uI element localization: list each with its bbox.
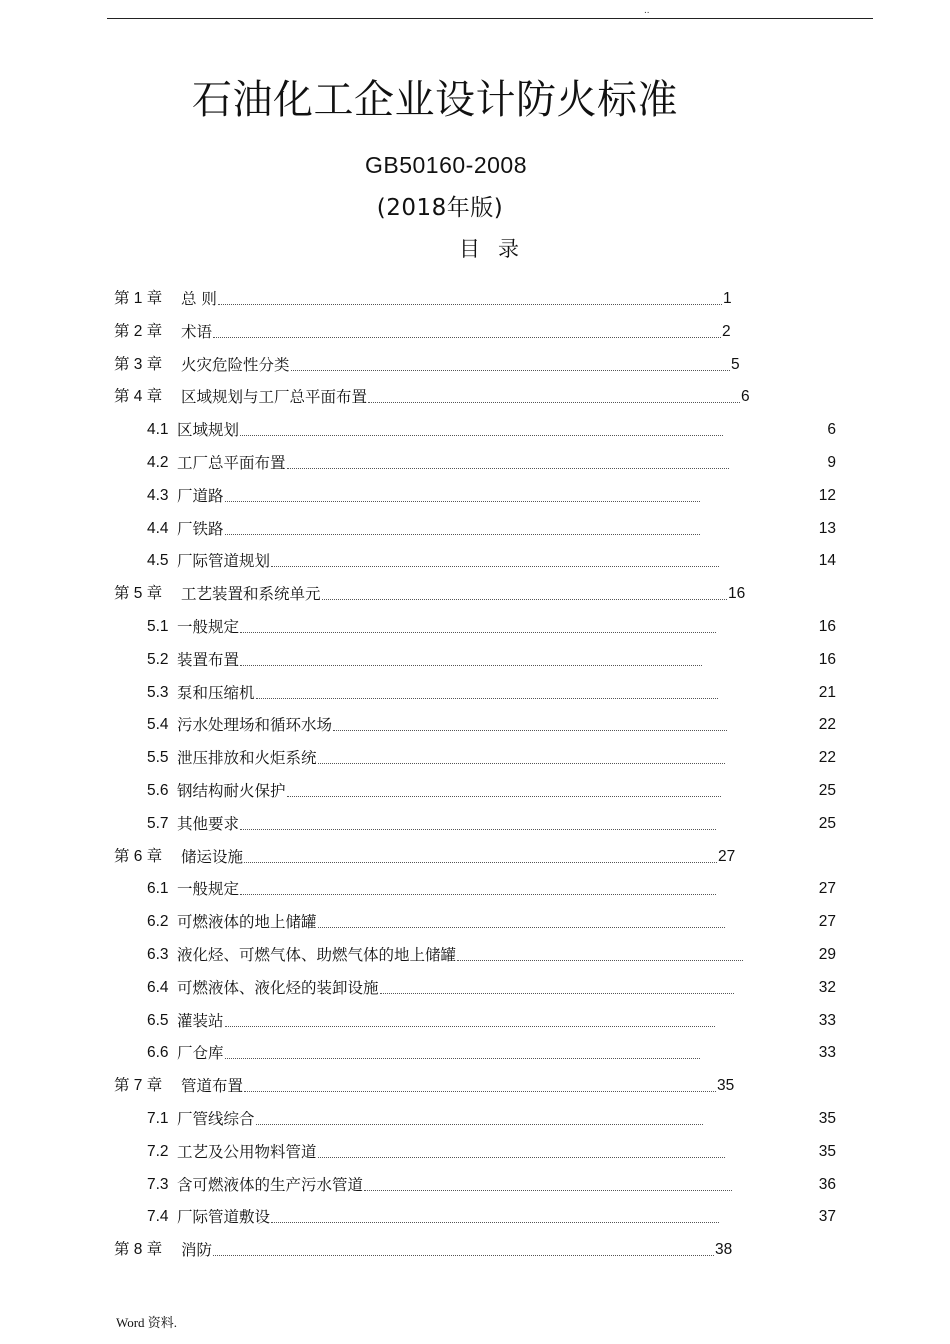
toc-entry-number: 第 1 章 — [114, 290, 163, 307]
toc-entry-number: 5.1 — [147, 617, 169, 635]
toc-dot-leader — [225, 1058, 700, 1059]
toc-entry-page: 27 — [818, 913, 836, 931]
toc-dot-leader — [213, 1255, 714, 1256]
toc-entry-title: 管道布置 — [181, 1077, 244, 1096]
toc-dot-leader — [240, 894, 716, 895]
toc-entry-page: 22 — [818, 716, 836, 734]
toc-entry-title: 厂仓库 — [177, 1044, 224, 1063]
toc-entry-page: 9 — [827, 453, 836, 471]
toc-chapter-row[interactable] — [0, 349, 950, 382]
table-of-contents — [0, 283, 950, 1267]
toc-dot-leader — [218, 304, 722, 305]
toc-section-row[interactable] — [0, 644, 950, 677]
toc-section-row[interactable] — [0, 677, 950, 710]
toc-section-row[interactable] — [0, 873, 950, 906]
toc-entry-page: 16 — [818, 650, 836, 668]
toc-dot-leader — [225, 1026, 715, 1027]
header-rule — [107, 18, 873, 19]
toc-dot-leader — [225, 534, 700, 535]
toc-entry-title: 厂际管道规划 — [177, 552, 271, 571]
toc-dot-leader — [240, 435, 723, 436]
toc-entry-title: 泵和压缩机 — [177, 683, 255, 702]
toc-dot-leader — [291, 370, 730, 371]
toc-entry-page: 6 — [827, 421, 836, 439]
toc-entry-title: 泄压排放和火炬系统 — [177, 749, 317, 768]
toc-section-row[interactable] — [0, 775, 950, 808]
toc-section-row[interactable] — [0, 513, 950, 546]
toc-entry-page: 1 — [723, 290, 732, 307]
toc-entry-number: 第 5 章 — [114, 585, 163, 603]
toc-dot-leader — [287, 796, 721, 797]
toc-entry-page: 29 — [818, 945, 836, 963]
toc-entry-title: 含可燃液体的生产污水管道 — [177, 1175, 364, 1194]
toc-entry-number: 第 8 章 — [114, 1241, 163, 1259]
toc-entry-page: 35 — [818, 1142, 836, 1160]
document-title: 石油化工企业设计防火标准 — [192, 77, 678, 123]
toc-section-row[interactable] — [0, 742, 950, 775]
toc-entry-number: 5.7 — [147, 814, 169, 832]
toc-entry-number: 5.3 — [147, 683, 169, 701]
toc-section-row[interactable] — [0, 1005, 950, 1038]
toc-entry-number: 6.5 — [147, 1011, 169, 1029]
toc-entry-number: 7.3 — [147, 1175, 169, 1193]
toc-entry-title: 消防 — [181, 1241, 213, 1260]
toc-section-row[interactable] — [0, 480, 950, 513]
toc-section-row[interactable] — [0, 414, 950, 447]
toc-entry-number: 6.6 — [147, 1044, 169, 1062]
toc-entry-number: 5.5 — [147, 749, 169, 767]
toc-entry-page: 38 — [715, 1241, 733, 1259]
toc-entry-number: 6.1 — [147, 880, 169, 898]
toc-entry-title: 一般规定 — [177, 880, 240, 899]
toc-section-row[interactable] — [0, 1169, 950, 1202]
toc-dot-leader — [240, 829, 716, 830]
toc-entry-number: 4.5 — [147, 552, 169, 570]
toc-dot-leader — [256, 1124, 703, 1125]
toc-entry-title: 工艺及公用物料管道 — [177, 1142, 317, 1161]
toc-entry-page: 27 — [818, 880, 836, 898]
toc-entry-number: 4.3 — [147, 486, 169, 504]
toc-dot-leader — [240, 632, 716, 633]
toc-dot-leader — [244, 862, 717, 863]
toc-entry-title: 其他要求 — [177, 814, 240, 833]
toc-section-row[interactable] — [0, 545, 950, 578]
toc-chapter-row[interactable] — [0, 1070, 950, 1103]
toc-dot-leader — [271, 1222, 719, 1223]
toc-entry-page: 12 — [818, 486, 836, 504]
toc-entry-page: 35 — [818, 1109, 836, 1127]
document-code: GB50160-2008 — [364, 152, 527, 178]
toc-section-row[interactable] — [0, 1103, 950, 1136]
toc-entry-title: 总 则 — [181, 290, 217, 308]
toc-dot-leader — [364, 1190, 732, 1191]
toc-entry-page: 37 — [818, 1208, 836, 1226]
toc-entry-title: 工厂总平面布置 — [177, 453, 286, 472]
toc-section-row[interactable] — [0, 939, 950, 972]
toc-chapter-row[interactable] — [0, 283, 950, 316]
toc-entry-number: 6.4 — [147, 978, 169, 996]
toc-entry-page: 14 — [818, 552, 836, 570]
toc-entry-title: 厂道路 — [177, 486, 224, 505]
toc-entry-title: 一般规定 — [177, 617, 240, 636]
toc-entry-title: 厂铁路 — [177, 519, 224, 538]
toc-section-row[interactable] — [0, 447, 950, 480]
toc-entry-number: 5.4 — [147, 716, 169, 734]
toc-section-row[interactable] — [0, 972, 950, 1005]
toc-section-row[interactable] — [0, 808, 950, 841]
toc-entry-number: 第 4 章 — [114, 388, 163, 406]
toc-entry-page: 35 — [717, 1077, 735, 1095]
toc-entry-page: 33 — [818, 1044, 836, 1062]
toc-entry-title: 储运设施 — [181, 847, 244, 866]
toc-dot-leader — [380, 993, 734, 994]
toc-section-row[interactable] — [0, 906, 950, 939]
toc-entry-page: 36 — [818, 1175, 836, 1193]
toc-entry-number: 6.2 — [147, 913, 169, 931]
toc-section-row[interactable] — [0, 709, 950, 742]
toc-entry-number: 7.4 — [147, 1208, 169, 1226]
toc-entry-page: 22 — [818, 749, 836, 767]
header-mark: .. — [644, 5, 650, 16]
toc-entry-title: 钢结构耐火保护 — [177, 781, 286, 800]
toc-entry-number: 7.2 — [147, 1142, 169, 1160]
toc-entry-page: 6 — [741, 388, 750, 406]
toc-dot-leader — [271, 566, 719, 567]
toc-entry-title: 工艺装置和系统单元 — [181, 585, 321, 604]
toc-chapter-row[interactable] — [0, 316, 950, 349]
toc-entry-title: 厂管线综合 — [177, 1109, 255, 1128]
toc-entry-page: 25 — [818, 814, 836, 832]
toc-heading: 目录 — [459, 237, 537, 261]
toc-chapter-row[interactable] — [0, 841, 950, 874]
toc-entry-page: 16 — [728, 585, 746, 603]
toc-entry-page: 27 — [718, 847, 736, 865]
toc-dot-leader — [256, 698, 718, 699]
toc-chapter-row[interactable] — [0, 1234, 950, 1267]
toc-section-row[interactable] — [0, 611, 950, 644]
toc-entry-title: 火灾危险性分类 — [181, 355, 290, 374]
toc-entry-page: 32 — [818, 978, 836, 996]
toc-section-row[interactable] — [0, 1136, 950, 1169]
toc-entry-page: 2 — [722, 322, 731, 340]
toc-entry-page: 5 — [731, 355, 740, 373]
toc-entry-number: 4.1 — [147, 421, 169, 439]
toc-dot-leader — [287, 468, 729, 469]
toc-dot-leader — [318, 1157, 725, 1158]
toc-entry-number: 4.4 — [147, 519, 169, 537]
toc-section-row[interactable] — [0, 1037, 950, 1070]
toc-entry-number: 7.1 — [147, 1109, 169, 1127]
toc-entry-number: 5.2 — [147, 650, 169, 668]
toc-entry-page: 25 — [818, 781, 836, 799]
toc-entry-title: 术语 — [181, 322, 213, 341]
toc-entry-number: 第 3 章 — [114, 355, 163, 373]
toc-entry-number: 第 2 章 — [114, 322, 163, 340]
toc-dot-leader — [318, 763, 725, 764]
toc-dot-leader — [333, 730, 727, 731]
toc-dot-leader — [225, 501, 700, 502]
toc-dot-leader — [322, 599, 727, 600]
toc-entry-title: 区域规划与工厂总平面布置 — [181, 388, 368, 407]
toc-entry-title: 装置布置 — [177, 650, 240, 669]
toc-entry-title: 厂际管道敷设 — [177, 1208, 271, 1227]
toc-entry-page: 16 — [818, 617, 836, 635]
toc-entry-number: 第 7 章 — [114, 1077, 163, 1095]
toc-entry-number: 5.6 — [147, 781, 169, 799]
toc-entry-title: 灌装站 — [177, 1011, 224, 1030]
toc-dot-leader — [368, 402, 740, 403]
toc-chapter-row[interactable] — [0, 381, 950, 414]
toc-entry-page: 33 — [818, 1011, 836, 1029]
document-edition: (2018年版) — [376, 195, 504, 221]
toc-entry-page: 21 — [818, 683, 836, 701]
toc-entry-title: 液化烃、可燃气体、助燃气体的地上储罐 — [177, 945, 457, 964]
toc-entry-title: 可燃液体、液化烃的装卸设施 — [177, 978, 379, 997]
toc-entry-number: 4.2 — [147, 453, 169, 471]
toc-dot-leader — [244, 1091, 716, 1092]
page-footer: Word 资料. — [116, 1315, 178, 1330]
toc-entry-number: 6.3 — [147, 945, 169, 963]
toc-entry-page: 13 — [818, 519, 836, 537]
toc-dot-leader — [457, 960, 743, 961]
toc-entry-title: 污水处理场和循环水场 — [177, 716, 333, 735]
toc-entry-title: 区域规划 — [177, 421, 240, 440]
toc-dot-leader — [240, 665, 702, 666]
toc-dot-leader — [213, 337, 721, 338]
toc-dot-leader — [318, 927, 725, 928]
toc-entry-title: 可燃液体的地上储罐 — [177, 913, 317, 932]
toc-entry-number: 第 6 章 — [114, 847, 163, 865]
toc-section-row[interactable] — [0, 1201, 950, 1234]
toc-chapter-row[interactable] — [0, 578, 950, 611]
